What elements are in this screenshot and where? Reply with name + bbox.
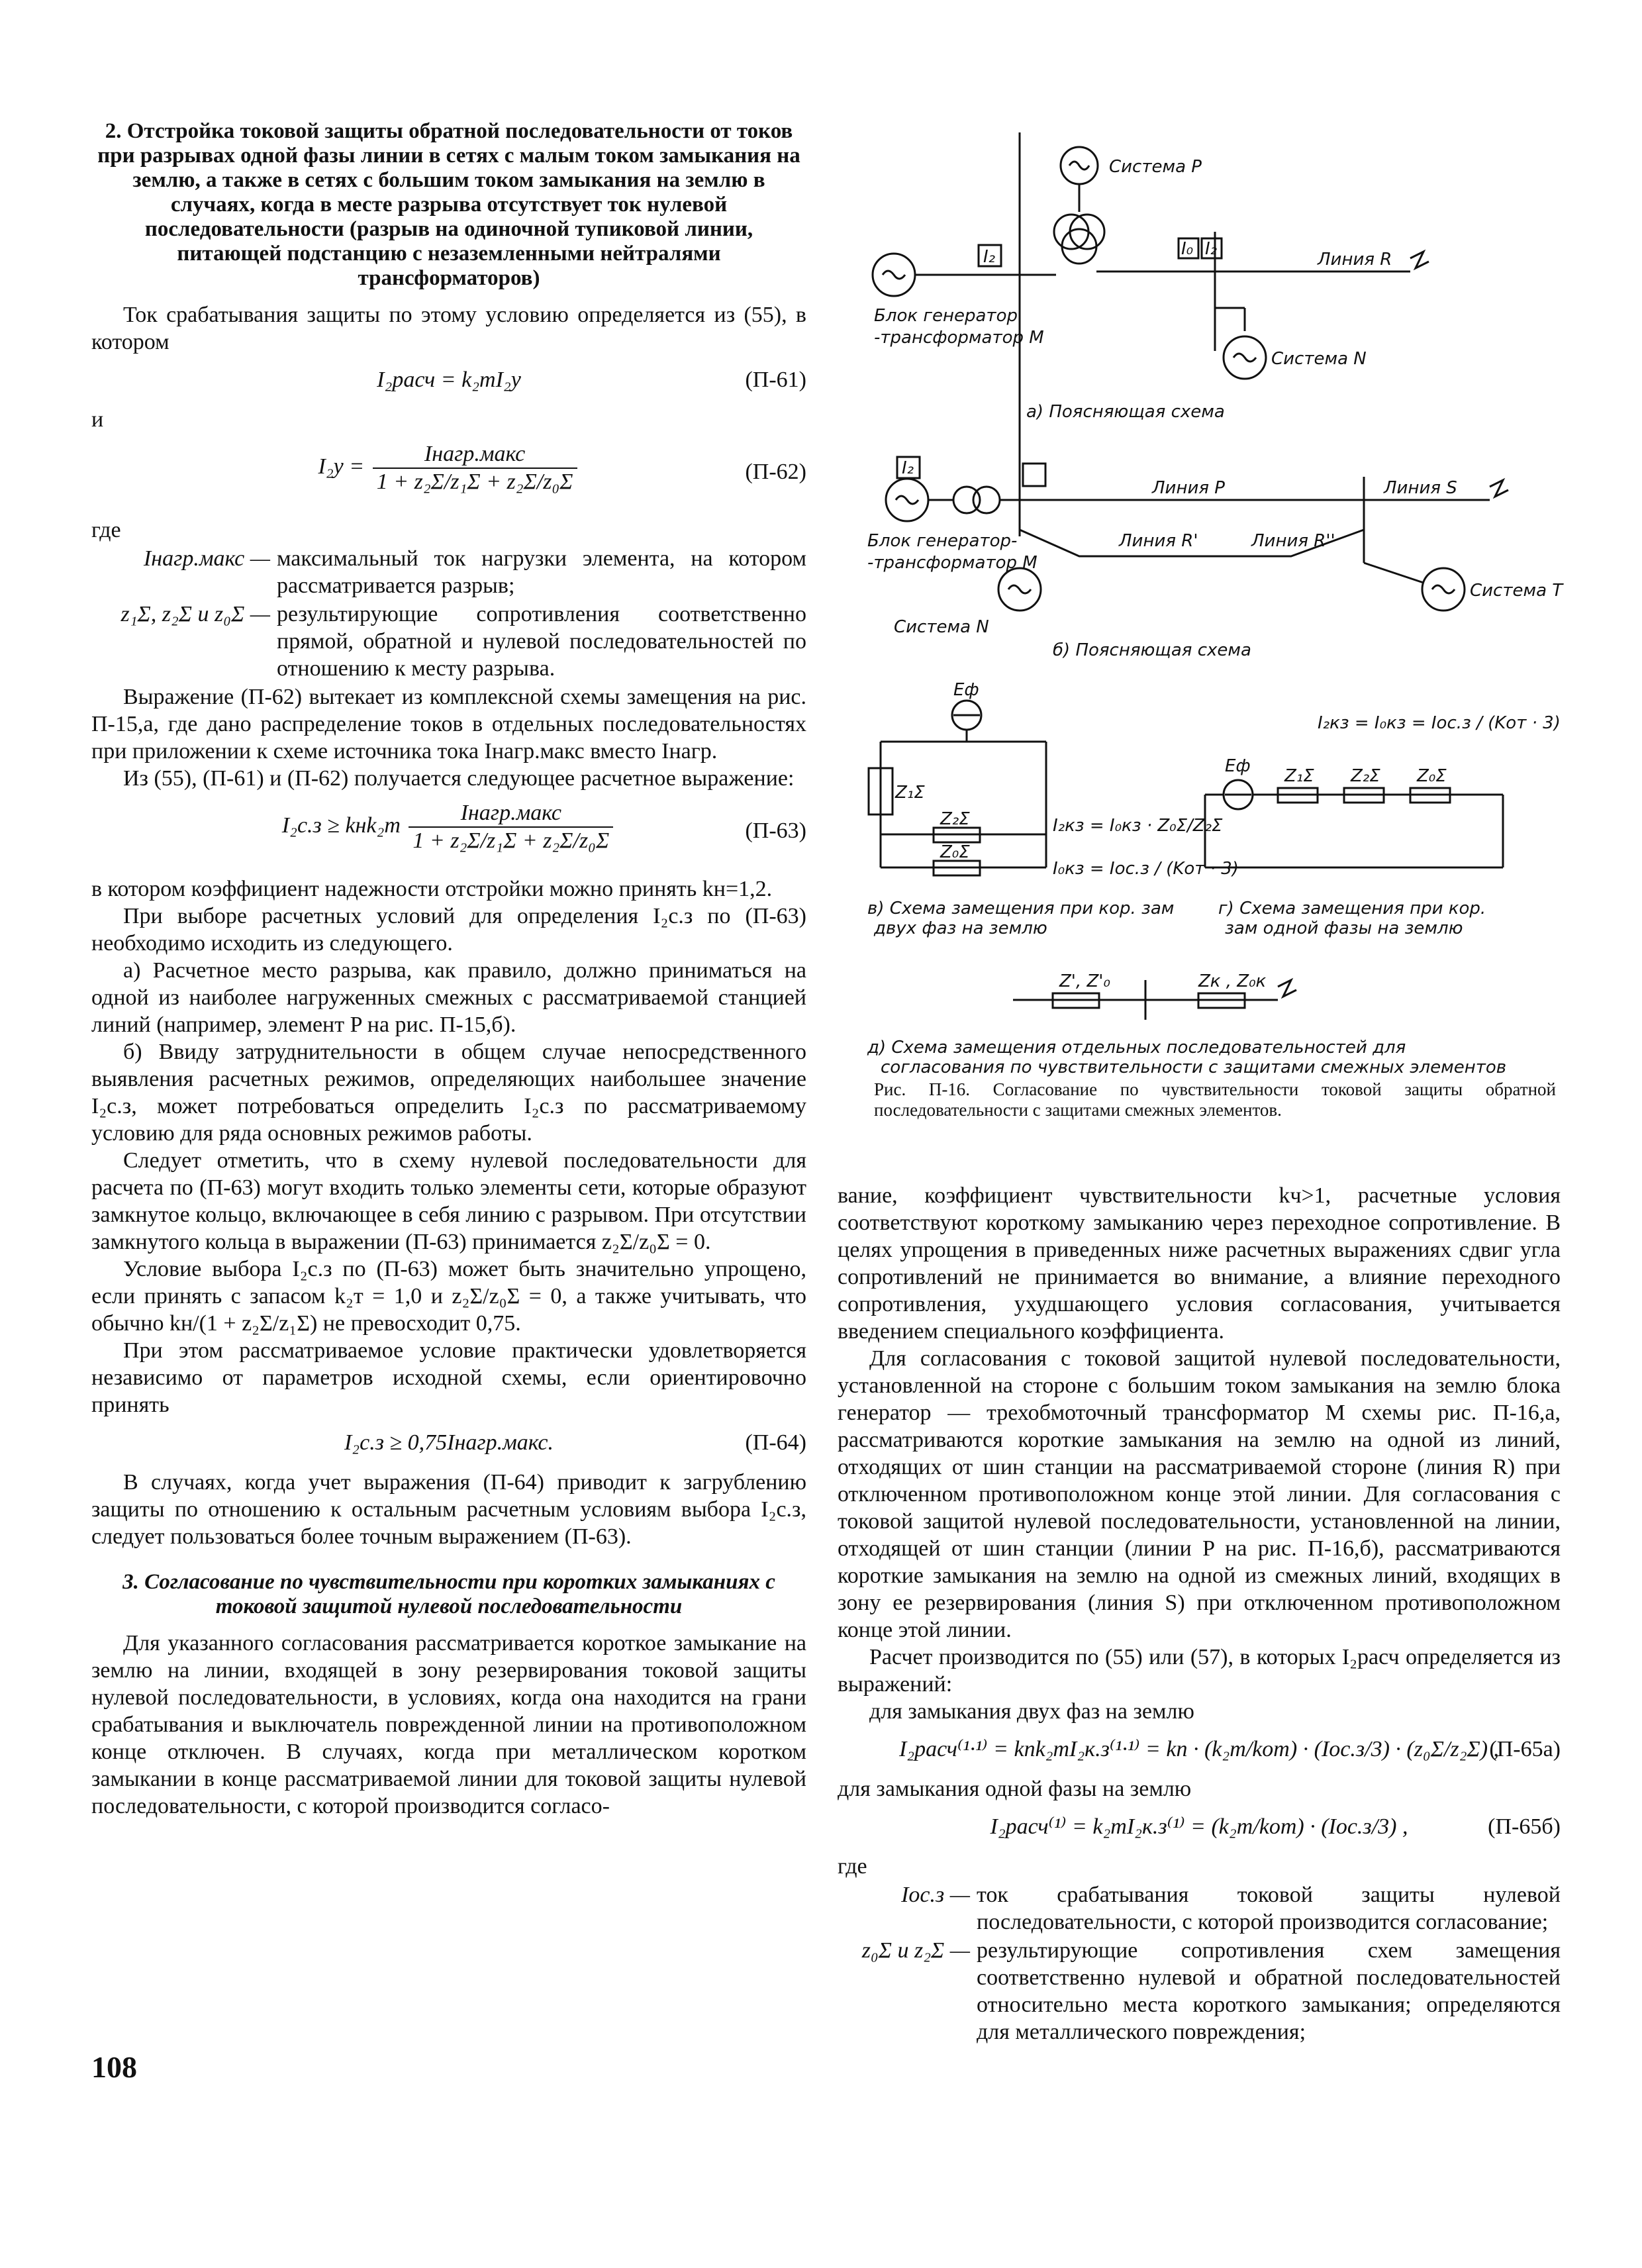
label-line-s: Линия S [1384, 478, 1457, 498]
paragraph: для замыкания двух фаз на землю [869, 1699, 1194, 1724]
equation-number: (П-64) [745, 1430, 806, 1455]
paragraph: Ток срабатывания защиты по этому условию определяется из (55), в котором [91, 303, 806, 354]
denominator: 1 + z₂Σ/z₁Σ + z₂Σ/z₀Σ [412, 828, 610, 853]
label-z1: Z₁Σ [895, 783, 925, 803]
label-z2: Z₂Σ [940, 809, 970, 829]
label-system-n: Система N [1271, 349, 1367, 369]
relay-label: I₂ [902, 458, 914, 478]
equation-lhs: I₂с.з ≥ kнk₂т [281, 813, 401, 838]
page-number: 108 [91, 2050, 137, 2084]
equation-number: (П-61) [745, 368, 806, 392]
label-line-r1: Линия R' [1119, 531, 1198, 551]
label-line-r2: Линия R'' [1251, 531, 1335, 551]
numerator: Iнагр.макс [409, 800, 613, 828]
formula-g: I₂кз = I₀кз = Iос.з / (Kот · 3) [1318, 713, 1561, 733]
condition-list [91, 957, 806, 1147]
numerator: Iнагр.макс [373, 441, 577, 469]
paragraph: При выборе расчетных условий для определения I₂с.з по (П-63) необходимо исходить из следующего. [91, 904, 806, 956]
section-heading-3: 3. Согласование по чувствительности при коротких замыканиях с токовой защитой нулевой последовательности [122, 1570, 775, 1618]
fraction [409, 800, 613, 854]
label-emf: Eф [953, 680, 979, 700]
paragraph: вание, коэффициент чувствительности kч>1, расчетные условия соответствуют короткому замыканию через переходное сопротивление. В целях упрощения в приведенных ниже расчетных выражениях сдвиг угла сопротивлений не принимается во внимание, а влияние переходного сопротивления, ухудшающего условия согласования, учитывается введением специального коэффициента. [838, 1183, 1561, 1344]
formula-i2k: I₂кз = I₀кз · Z₀Σ/Z₂Σ [1053, 816, 1223, 836]
label-z0: Z₀Σ [940, 842, 970, 862]
label-block: -трансформатор M [874, 328, 1044, 348]
subfigure-caption: двух фаз на землю [874, 918, 1047, 938]
left-column [91, 119, 806, 1820]
label-line-r: Линия R [1318, 250, 1392, 270]
label-block: Блок генератор [874, 306, 1018, 326]
definition-text: ток срабатывания токовой защиты нулевой последовательности, с которой производится согласование; [977, 1883, 1561, 1934]
paragraph: Следует отметить, что в схему нулевой последовательности для расчета по (П-63) могут входить только элементы сети, которые образуют замкнутое кольцо, включающее в себя линию с разрывом. При отсутствии замкнутого кольца в выражении (П-63) принимается z₂Σ/z₀Σ = 0. [91, 1148, 806, 1254]
definition-text: максимальный ток нагрузки элемента, на котором рассматривается разрыв; [277, 546, 806, 598]
definition-text: результирующие сопротивления соответственно прямой, обратной и нулевой последовательностей по отношению к месту разрыва. [277, 602, 806, 681]
definition-symbol: z₀Σ и z₂Σ — [861, 1938, 970, 1963]
definition-row [838, 1881, 1561, 1936]
paragraph: Для указанного согласования рассматривается короткое замыкание на землю на линии, входящей в зону резервирования токовой защиты нулевой последовательности, в условиях, когда она находится на грани срабатывания и выключатель поврежденной линии на противоположном конце отключен. В случаях, когда при металлическом коротком замыкании в конце рассматриваемой линии для токовой защиты нулевой последовательности, с которой производится согласо- [91, 1631, 806, 1818]
formula-i0k: I₀кз = Iос.з / (Kот · 3) [1053, 859, 1239, 879]
where-label: где [91, 518, 121, 542]
equation-body: I₂расч⁽¹⁾ = k₂тI₂к.з⁽¹⁾ = (k₂т/kот) · (Iос.з/3) , [990, 1814, 1408, 1839]
label-system-n: Система N [894, 617, 989, 637]
equation-body: I₂расч = k₂тI₂y [377, 368, 521, 392]
paragraph: Из (55), (П-61) и (П-62) получается следующее расчетное выражение: [123, 766, 795, 791]
paragraph: в котором коэффициент надежности отстройки можно принять kн=1,2. [91, 877, 773, 901]
equation-p64 [91, 1424, 806, 1463]
definition-row [838, 1937, 1561, 2046]
equation-number: (П-65б) [1488, 1814, 1561, 1839]
denominator: 1 + z₂Σ/z₁Σ + z₂Σ/z₀Σ [376, 469, 573, 494]
equation-p61 [91, 361, 806, 401]
section-heading-2: 2. Отстройка токовой защиты обратной последовательности от токов при разрывах одной фазы линии в сетях с малым током замыкания на землю, а также в сетях с большим током замыкания на землю в случаях, когда в месте разрыва отсутствует ток нулевой последовательности (разрыв на одиночной тупиковой линии, питающей подстанцию с незаземленными нейтралями трансформаторов) [97, 119, 800, 290]
subfigure-caption: в) Схема замещения при кор. зам [867, 899, 1175, 918]
equation-number: (П-65а) [1489, 1737, 1561, 1761]
paragraph: для замыкания одной фазы на землю [838, 1777, 1192, 1801]
label-emf: Eф [1225, 756, 1251, 776]
relay-label: I₂ [1205, 239, 1218, 259]
right-column [838, 1182, 1561, 2047]
figure-p16 [854, 132, 1576, 1139]
relay-label: I₂ [983, 247, 996, 267]
subfigure-caption: г) Схема замещения при кор. [1218, 899, 1486, 918]
paragraph: Для согласования с токовой защитой нулевой последовательности, установленной на стороне с большим током замыкания на землю блока генератор — трехобмоточный трансформатор М схемы рис. П-16,а, рассматриваются короткие замыкания на землю на одной из линий, отходящих от шин станции на рассматриваемой стороне (линия R) при отключенном противоположном конце этой линии. Для согласования с токовой защитой нулевой последовательности, установленной на линии, отходящей от шин станции (линии P на рис. П-16,б), рассматриваются короткие замыкания на землю на одной из смежных линий, входящих в зону ее резервирования (линия S) при отключенном противоположном конце этой линии. [838, 1346, 1561, 1642]
list-item: а) Расчетное место разрыва, как правило, должно приниматься на одной из наиболее нагруженных смежных с рассматриваемой станцией линий (например, элемент P на рис. П-15,б). [91, 958, 806, 1037]
equation-number: (П-62) [745, 460, 806, 484]
definition-symbol: Iнагр.макс — [143, 546, 270, 571]
definition-symbol: z₁Σ, z₂Σ и z₀Σ — [121, 602, 270, 626]
equation-body: I₂расч⁽¹·¹⁾ = kпk₂тI₂к.з⁽¹·¹⁾ = kп · (k₂т/kот) · (Iос.з/3) · (z₀Σ/z₂Σ) , [898, 1737, 1500, 1761]
definition-symbol: Iос.з — [901, 1883, 970, 1907]
definition-row [91, 545, 806, 599]
paragraph: При этом рассматриваемое условие практически удовлетворяется независимо от параметров исходной схемы, если ориентировочно принять [91, 1338, 806, 1417]
list-item: б) Ввиду затруднительности в общем случае непосредственного выявления расчетных режимов, определяющих наибольшее значение I₂с.з, может потребоваться определить I₂с.з по рассматриваемому условию для ряда основных режимов работы. [91, 1040, 806, 1146]
equation-p65a [838, 1730, 1561, 1770]
equation-body: I₂с.з ≥ 0,75Iнагр.макс. [344, 1430, 554, 1455]
where-label: где [838, 1854, 867, 1879]
definition-row [91, 601, 806, 682]
paragraph: В случаях, когда учет выражения (П-64) приводит к загрублению защиты по отношению к остальным расчетным условиям выбора I₂с.з, следует пользоваться более точным выражением (П-63). [91, 1470, 806, 1549]
label-block: -трансформатор M [867, 553, 1038, 573]
paragraph: Расчет производится по (55) или (57), в которых I₂расч определяется из выражений: [838, 1645, 1561, 1697]
definition-text: результирующие сопротивления схем замещения соответственно нулевой и обратной последовательностей относительно места короткого замыкания; определяются для металлического повреждения; [977, 1938, 1561, 2044]
paragraph: Выражение (П-62) вытекает из комплексной схемы замещения на рис. П-15,а, где дано распределение токов в отдельных последовательностях при приложении к схеме источника тока Iнагр.макс вместо Iнагр. [91, 685, 806, 764]
label-line-p: Линия P [1152, 478, 1225, 498]
fraction [373, 441, 577, 495]
equation-number: (П-63) [745, 818, 806, 843]
label-system-t: Система T [1470, 581, 1563, 601]
equation-p62 [91, 438, 806, 511]
subfigure-caption: б) Поясняющая схема [1053, 640, 1251, 660]
equation-p63 [91, 797, 806, 870]
label-z-prime: Z', Z'₀ [1059, 971, 1110, 991]
equation-lhs: I₂y = [318, 454, 365, 479]
label-zk: Zк , Z₀к [1198, 971, 1267, 991]
subfigure-caption: согласования по чувствительности с защитами смежных элементов [881, 1058, 1507, 1077]
relay-label: I₀ [1181, 239, 1194, 259]
figure-caption: Рис. П-16. Согласование по чувствительности токовой защиты обратной последовательности с защитами смежных элементов. [874, 1079, 1556, 1120]
subfigure-caption: зам одной фазы на землю [1225, 918, 1463, 938]
label-z1: Z₁Σ [1284, 766, 1314, 786]
label-z0: Z₀Σ [1417, 766, 1447, 786]
label-system-p: Система P [1109, 157, 1202, 177]
subfigure-caption: а) Поясняющая схема [1026, 402, 1225, 422]
label-block: Блок генератор- [867, 531, 1018, 551]
conjunction: и [91, 407, 104, 432]
subfigure-caption: д) Схема замещения отдельных последовательностей для [867, 1038, 1406, 1058]
paragraph: Условие выбора I₂с.з по (П-63) может быть значительно упрощено, если принять с запасом k₂т = 1,0 и z₂Σ/z₀Σ = 0, а также учитывать, что обычно kн/(1 + z₂Σ/z₁Σ) не превосходит 0,75. [91, 1257, 806, 1336]
label-z2: Z₂Σ [1351, 766, 1380, 786]
equation-p65b [838, 1808, 1561, 1848]
